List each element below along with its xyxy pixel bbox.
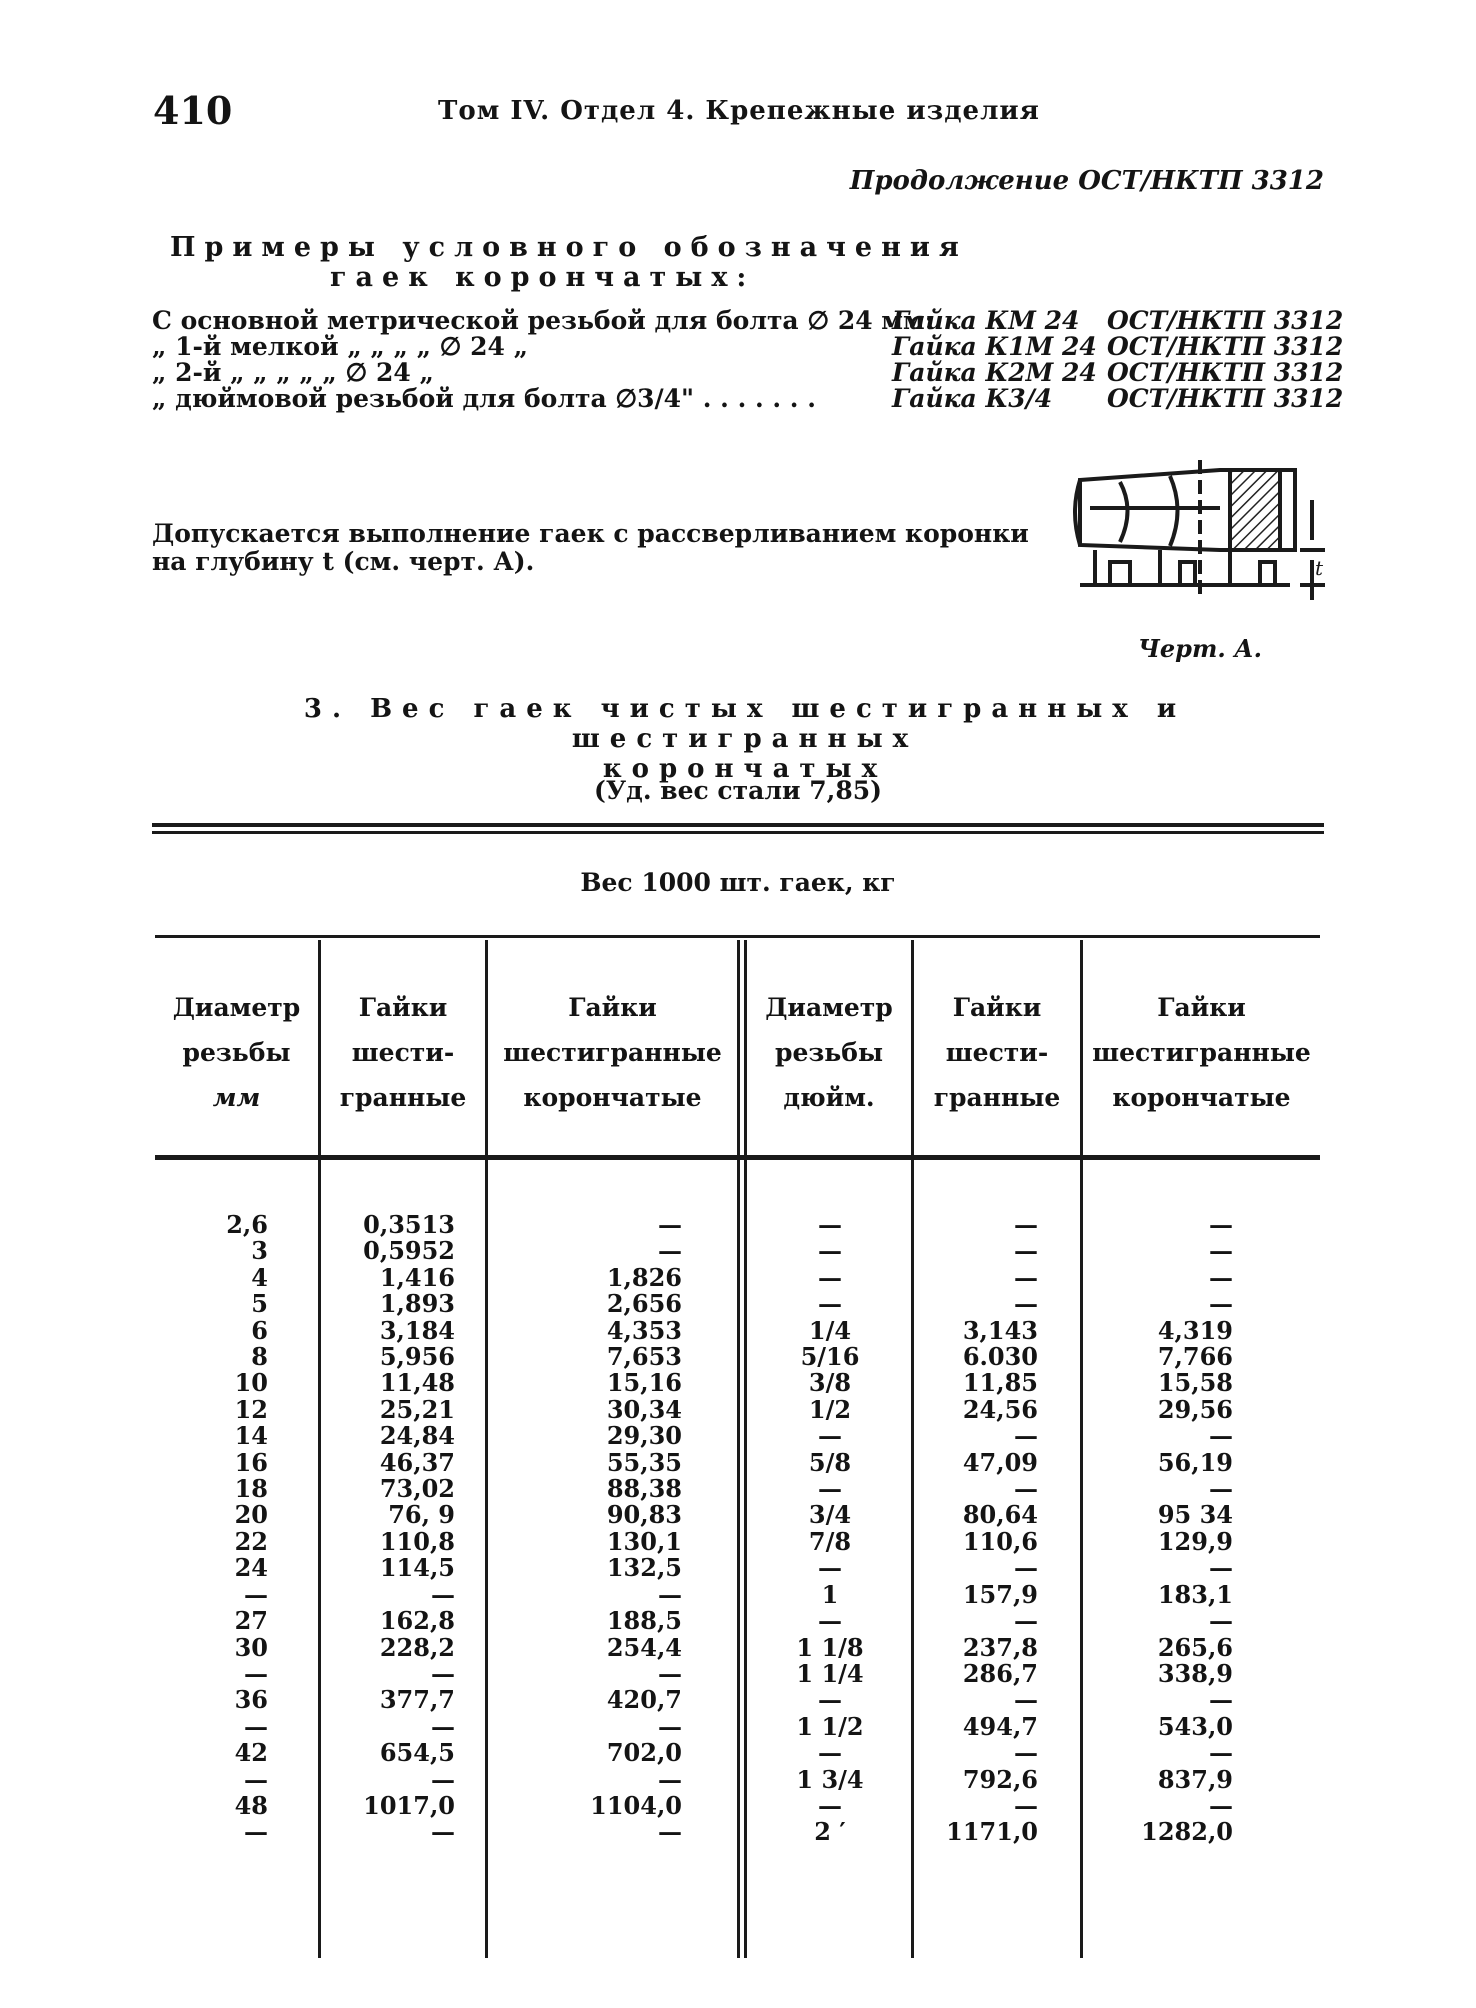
- header-line: корончатые: [523, 1083, 702, 1112]
- header-line: шестигранные: [1092, 1038, 1311, 1067]
- example-lead: „ 2-й „ „ „ „ „ ∅ 24 „: [152, 358, 434, 387]
- note-line1: Допускается выполнение гаек с рассверливанием коронки: [152, 519, 1029, 548]
- section-title-line2: корончатых: [602, 754, 888, 784]
- header-diameter-inch: [747, 985, 911, 1120]
- column-crown-weights: — — 1,826 2,656 4,353 7,653 15,16 30,34 29,30 55,35 88,38 90,83 130,1 132,5 — 188,5 254,4 — 420,7 — 702,0 — 1104,0 —: [590, 1210, 682, 1847]
- header-line: резьбы: [774, 1038, 884, 1067]
- header-line: корончатые: [1112, 1083, 1291, 1112]
- example-row: [152, 384, 1344, 413]
- example-designation: Гайка К2М 24: [892, 358, 1097, 387]
- header-line: гранные: [339, 1083, 467, 1112]
- example-designation: Гайка КМ 24: [892, 306, 1080, 335]
- double-rule-top: [152, 823, 1324, 827]
- drilling-note: [152, 520, 1029, 576]
- column-hex-weights: 0,3513 0,5952 1,416 1,893 3,184 5,956 11,48 25,21 24,84 46,37 73,02 76, 9 110,8 114,5 — 162,8 228,2 — 377,7 — 654,5 — 1017,0 —: [363, 1210, 455, 1847]
- crown-nut-drawing: [1060, 450, 1340, 610]
- example-row: [152, 306, 1344, 335]
- page-number: 410: [153, 88, 233, 133]
- header-diameter-mm: [155, 985, 318, 1120]
- example-lead: С основной метрической резьбой для болта ∅ 24 мм:: [152, 306, 934, 335]
- column-diameter-inch: — — — — 1/4 5/16 3/8 1/2 — 5/8 — 3/4 7/8 — 1 — 1 1/8 1 1/4 — 1 1/2 — 1 3/4 — 2 ′: [796, 1210, 864, 1847]
- section-title: [205, 694, 1285, 784]
- example-designation: Гайка К1М 24: [892, 332, 1097, 361]
- column-hex-weights-inch: — — — — 3,143 6.030 11,85 24,56 — 47,09 — 80,64 110,6 — 157,9 — 237,8 286,7 — 494,7 — 792,6 — 1171,0: [946, 1210, 1038, 1847]
- example-row: [152, 358, 1344, 387]
- header-line: гранные: [933, 1083, 1061, 1112]
- column-diameter-mm: 2,6 3 4 5 6 8 10 12 14 16 18 20 22 24 — 27 30 — 36 — 42 — 48 —: [226, 1210, 268, 1847]
- header-line: Гайки: [568, 993, 657, 1022]
- header-line: Гайки: [1157, 993, 1246, 1022]
- running-title: Том IV. Отдел 4. Крепежные изделия: [438, 96, 1040, 126]
- examples-title-line1: Примеры условного обозначения: [170, 232, 968, 263]
- examples-title-line2: гаек корончатых:: [330, 262, 756, 293]
- header-hex-nuts-inch: [914, 985, 1080, 1120]
- example-designation: Гайка К3/4: [892, 384, 1053, 413]
- header-line: шести-: [945, 1038, 1049, 1067]
- continuation-label: Продолжение ОСТ/НКТП 3312: [849, 166, 1324, 196]
- example-standard: ОСТ/НКТП 3312: [1107, 306, 1344, 335]
- header-hex-nuts: [321, 985, 485, 1120]
- weight-header: Вес 1000 шт. гаек, кг: [580, 868, 896, 897]
- example-lead: „ дюймовой резьбой для болта ∅3/4" . . . . . . .: [152, 384, 816, 413]
- double-rule-bottom: [152, 831, 1324, 834]
- example-lead: „ 1-й мелкой „ „ „ „ ∅ 24 „: [152, 332, 529, 361]
- example-standard: ОСТ/НКТП 3312: [1107, 332, 1344, 361]
- header-line: мм: [212, 1083, 261, 1112]
- column-crown-weights-inch: — — — — 4,319 7,766 15,58 29,56 — 56,19 — 95 34 129,9 — 183,1 — 265,6 338,9 — 543,0 — 837,9 — 1282,0: [1141, 1210, 1233, 1847]
- header-line: шестигранные: [503, 1038, 722, 1067]
- example-standard: ОСТ/НКТП 3312: [1107, 358, 1344, 387]
- table-top-rule: [155, 935, 1320, 938]
- steel-density: (Уд. вес стали 7,85): [594, 776, 882, 805]
- header-hex-crown-nuts: [488, 985, 737, 1120]
- header-line: дюйм.: [783, 1083, 875, 1112]
- section-title-line1: 3. Вес гаек чистых шестигранных и шестигранных: [303, 694, 1187, 754]
- header-line: Гайки: [358, 993, 448, 1022]
- examples-title: [170, 233, 968, 293]
- drawing-caption: Черт. А.: [1138, 634, 1262, 663]
- header-line: резьбы: [182, 1038, 291, 1067]
- header-line: шести-: [351, 1038, 455, 1067]
- header-hex-crown-nuts-inch: [1083, 985, 1320, 1120]
- col-divider-double: [737, 940, 740, 1958]
- header-line: Диаметр: [765, 993, 893, 1022]
- dimension-label: t: [1315, 556, 1324, 580]
- example-standard: ОСТ/НКТП 3312: [1107, 384, 1344, 413]
- header-line: Диаметр: [172, 993, 301, 1022]
- example-row: [152, 332, 1344, 361]
- note-line2: на глубину t (см. черт. А).: [152, 547, 535, 576]
- header-line: Гайки: [952, 993, 1042, 1022]
